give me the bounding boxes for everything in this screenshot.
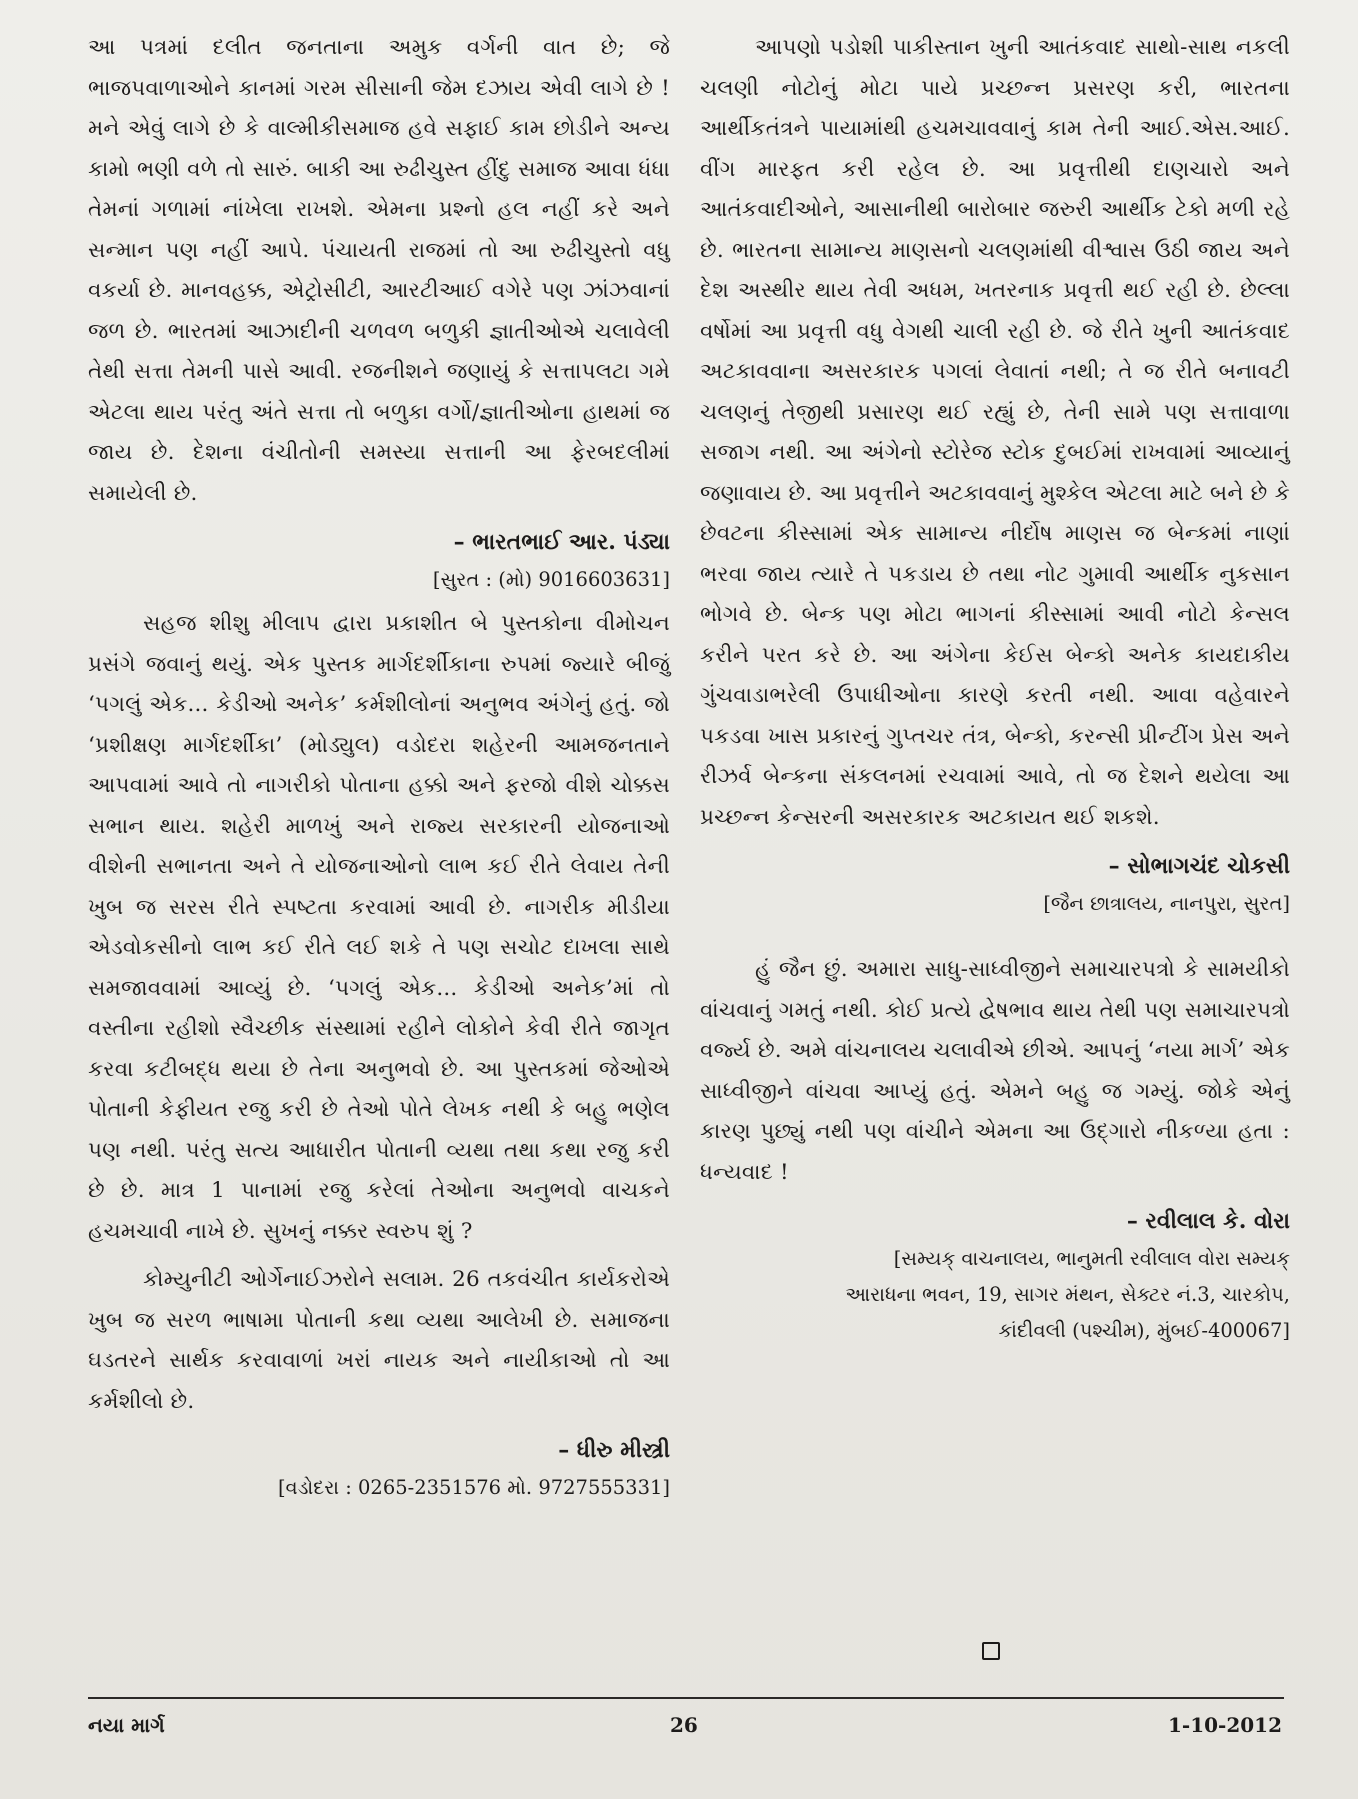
letter-4-address-line-1: [સમ્યક્ વાચનાલય, ભાનુમતી રવીલાલ વોરા સમ્યક્	[893, 1247, 1290, 1270]
footer-date: 1-10-2012	[1167, 1713, 1282, 1737]
letter-4-signature: – રવીલાલ કે. વોરા	[1126, 1208, 1290, 1234]
letter-1-address: [સુરત : (મો) 9016603631]	[432, 568, 670, 591]
letter-3-address: [જૈન છાત્રાલય, નાનપુરા, સુરત]	[1043, 892, 1290, 915]
letter-4-address-line-3: કાંદીવલી (પશ્ચીમ), મુંબઈ-400067]	[998, 1319, 1290, 1342]
end-of-section-square-icon	[982, 1642, 1000, 1660]
letter-3-signature: – સોભાગચંદ ચોકસી	[1108, 853, 1290, 879]
letter-2-address: [વડોદરા : 0265-2351576 મો. 9727555331]	[277, 1476, 670, 1499]
footer-divider	[88, 1697, 1284, 1699]
letter-2-body-continued: કોમ્યુનીટી ઓર્ગેનાઈઝરોને સલામ. 26 તકવંચીત કાર્યકરોએ ખુબ જ સરળ ભાષામા પોતાની કથા વ્યથા આલેખી છે. સમાજના ઘડતરને સાર્થક કરવાવાળાં ખરાં નાયક અને નાયીકાઓ તો આ કર્મશીલો છે.	[88, 1267, 670, 1414]
letter-4-address-line-2: આરાધના ભવન, 19, સાગર મંથન, સેક્ટર નં.3, ચારકોપ,	[845, 1283, 1290, 1306]
letter-2-signature: – ધીરુ મીસ્ત્રી	[558, 1437, 670, 1463]
right-column	[700, 28, 1290, 1349]
letter-1-body: આ પત્રમાં દલીત જનતાના અમુક વર્ગની વાત છે; જે ભાજપવાળાઓને કાનમાં ગરમ સીસાની જેમ દઝાય એવી લાગે છે ! મને એવું લાગે છે કે વાલ્મીકીસમાજ હવે સફાઈ કામ છોડીને અન્ય કામો ભણી વળે તો સારું. બાકી આ રુઢીચુસ્ત હીંદુ સમાજ આવા ધંધા તેમનાં ગળામાં નાંખેલા રાખશે. એમના પ્રશ્નો હલ નહીં કરે અને સન્માન પણ નહીં આપે. પંચાયતી રાજમાં તો આ રુઢીચુસ્તો વધુ વકર્યા છે. માનવહક્ક, એટ્રોસીટી, આરટીઆઈ વગેરે પણ ઝાંઝવાનાં જળ છે. ભારતમાં આઝાદીની ચળવળ બળુકી જ્ઞાતીઓએ ચલાવેલી તેથી સત્તા તેમની પાસે આવી. રજનીશને જણાયું કે સત્તાપલટા ગમે એટલા થાય પરંતુ અંતે સત્તા તો બળુકા વર્ગો/જ્ઞાતીઓના હાથમાં જ જાય છે. દેશના વંચીતોની સમસ્યા સત્તાની આ ફેરબદલીમાં સમાયેલી છે.	[88, 35, 670, 506]
letter-3-body: આપણો પડોશી પાકીસ્તાન ખુની આતંકવાદ સાથો-સાથ નકલી ચલણી નોટોનું મોટા પાયે પ્રચ્છન્ન પ્રસરણ કરી, ભારતના આર્થીકતંત્રને પાયામાંથી હચમચાવવાનું કામ તેની આઈ.એસ.આઈ. વીંગ મારફત કરી રહેલ છે. આ પ્રવૃત્તીથી દાણચારો અને આતંકવાદીઓને, આસાનીથી બારોબાર જરુરી આર્થીક ટેકો મળી રહે છે. ભારતના સામાન્ય માણસનો ચલણમાંથી વીશ્વાસ ઉઠી જાય અને દેશ અસ્થીર થાય તેવી અધમ, ખતરનાક પ્રવૃત્તી થઈ રહી છે. છેલ્લા વર્ષોમાં આ પ્રવૃત્તી વધુ વેગથી ચાલી રહી છે. જે રીતે ખુની આતંકવાદ અટકાવવાના અસરકારક પગલાં લેવાતાં નથી; તે જ રીતે બનાવટી ચલણનું તેજીથી પ્રસારણ થઈ રહ્યું છે, તેની સામે પણ સત્તાવાળા સજાગ નથી. આ અંગેનો સ્ટોરેજ સ્ટોક દુબઈમાં રાખવામાં આવ્યાનું જણાવાય છે. આ પ્રવૃત્તીને અટકાવવાનું મુશ્કેલ એટલા માટે બને છે કે છેવટના કીસ્સામાં એક સામાન્ય નીર્દોષ માણસ જ બેન્કમાં નાણાં ભરવા જાય ત્યારે તે પકડાય છે તથા નોટ ગુમાવી આર્થીક નુકસાન ભોગવે છે. બેન્ક પણ મોટા ભાગનાં કીસ્સામાં આવી નોટો કેન્સલ કરીને પરત કરે છે. આ અંગેના કેઈસ બેન્કો અનેક કાયદાકીય ગુંચવાડાભરેલી ઉપાધીઓના કારણે કરતી નથી. આવા વહેવારને પકડવા ખાસ પ્રકારનું ગુપ્તચર તંત્ર, બેન્કો, કરન્સી પ્રીન્ટીંગ પ્રેસ અને રીઝર્વ બેન્કના સંકલનમાં રચવામાં આવે, તો જ દેશને થયેલા આ પ્રચ્છન્ન કેન્સરની અસરકારક અટકાયત થઈ શકશે.	[700, 35, 1290, 830]
footer-page-number: 26	[670, 1713, 698, 1737]
letter-4-body: હું જૈન છું. અમારા સાધુ-સાધ્વીજીને સમાચારપત્રો કે સામયીકો વાંચવાનું ગમતું નથી. કોઈ પ્રત્યે દ્વેષભાવ થાય તેથી પણ સમાચારપત્રો વર્જ્ય છે. અમે વાંચનાલય ચલાવીએ છીએ. આપનું ‘નયા માર્ગ’ એક સાધ્વીજીને વાંચવા આપ્યું હતું. એમને બહુ જ ગમ્યું. જોકે એનું કારણ પુછ્યું નથી પણ વાંચીને એમના આ ઉદ્ગારો નીકળ્યા હતા : ધન્યવાદ !	[700, 957, 1290, 1185]
letter-2-body: સહજ શીશુ મીલાપ દ્વારા પ્રકાશીત બે પુસ્તકોના વીમોચન પ્રસંગે જવાનું થયું. એક પુસ્તક માર્ગદર્શીકાના રુપમાં જ્યારે બીજું ‘પગલું એક... કેડીઓ અનેક’ કર્મશીલોનાં અનુભવ અંગેનું હતું. જો ‘પ્રશીક્ષણ માર્ગદર્શીકા’ (મોડ્યુલ) વડોદરા શહેરની આમજનતાને આપવામાં આવે તો નાગરીકો પોતાના હક્કો અને ફરજો વીશે ચોક્કસ સભાન થાય. શહેરી માળખું અને રાજ્ય સરકારની યોજનાઓ વીશેની સભાનતા અને તે યોજનાઓનો લાભ કઈ રીતે લેવાય તેની ખુબ જ સરસ રીતે સ્પષ્ટતા કરવામાં આવી છે. નાગરીક મીડીયા એડવોકસીનો લાભ કઈ રીતે લઈ શકે તે પણ સચોટ દાખલા સાથે સમજાવવામાં આવ્યું છે. ‘પગલું એક... કેડીઓ અનેક’માં તો વસ્તીના રહીશો સ્વૈચ્છીક સંસ્થામાં રહીને લોકોને કેવી રીતે જાગૃત કરવા કટીબદ્ધ થયા છે તેના અનુભવો છે. આ પુસ્તકમાં જેઓએ પોતાની કેફીયત રજુ કરી છે તેઓ પોતે લેખક નથી કે બહુ ભણેલ પણ નથી. પરંતુ સત્ય આધારીત પોતાની વ્યથા તથા કથા રજુ કરી છે છે. માત્ર 1 પાનામાં રજુ કરેલાં તેઓના અનુભવો વાચકને હચમચાવી નાખે છે. સુખનું નક્કર સ્વરુપ શું ?	[88, 611, 670, 1244]
footer-magazine-name: નયા માર્ગ	[88, 1713, 165, 1737]
left-column	[88, 28, 670, 1512]
letter-1-signature: – ભારતભાઈ આર. પંડ્યા	[453, 529, 670, 555]
